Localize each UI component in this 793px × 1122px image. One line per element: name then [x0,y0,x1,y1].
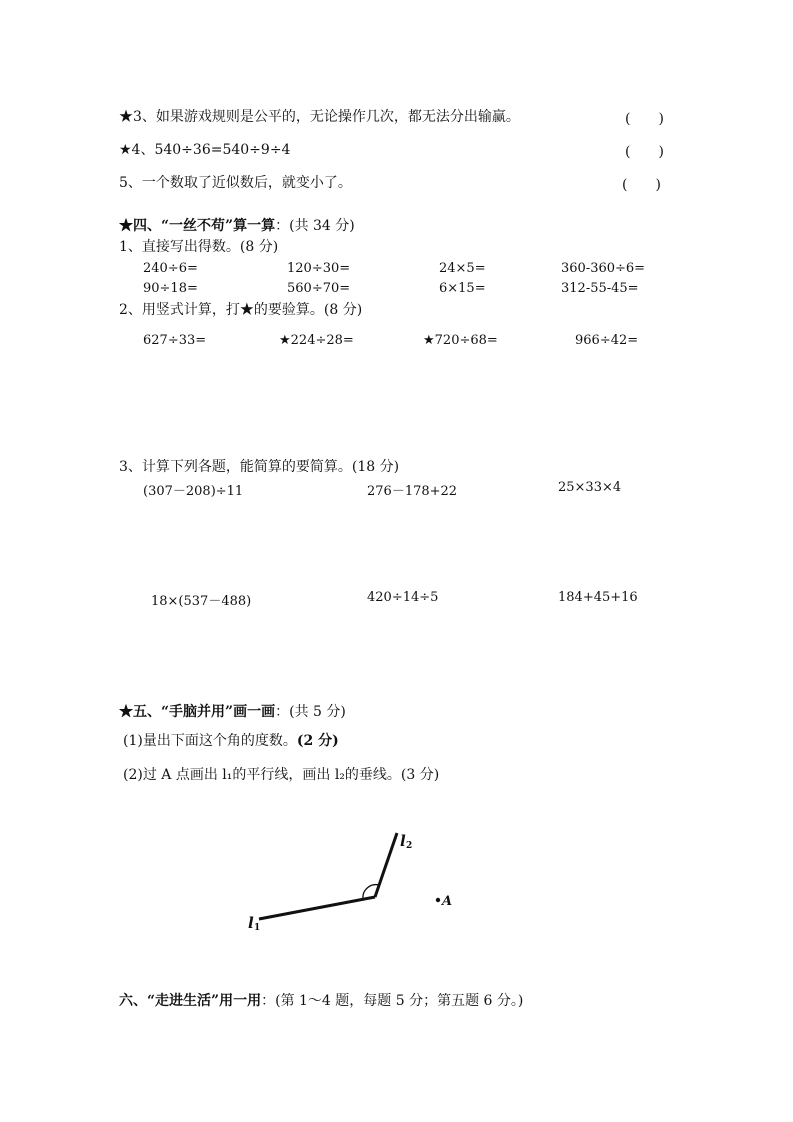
section5-heading-title: ★五、“手脑并用”画一画 [119,704,276,720]
line-l1-subscript: 1 [254,923,261,933]
q1-item: 312-55-45= [561,281,639,296]
q2-item: ★224÷28= [279,333,354,348]
line-l1-label: l [248,914,254,932]
q3-item: 25×33×4 [558,480,622,495]
line-l2-subscript: 2 [406,841,413,851]
q2-title: 2、用竖式计算，打★的要验算。(8 分) [119,302,363,318]
answer-blank-3[interactable]: ( ) [625,111,664,127]
q2-item: ★720÷68= [423,333,498,348]
judgement-item-5: 5、一个数取了近似数后，就变小了。 [119,175,352,191]
q1-item: 24×5= [439,261,486,276]
section4-heading-title: ★四、“一丝不苟”算一算 [119,218,276,234]
section5-q2: (2)过 A 点画出 l₁的平行线，画出 l₂的垂线。(3 分) [123,767,440,783]
q3-item: 184+45+16 [558,590,638,605]
line-l2 [375,833,397,897]
q3-item: 18×(537－488) [151,594,252,609]
section4-heading-points: ：(共 34 分) [275,218,355,234]
answer-blank-5[interactable]: ( ) [622,177,661,193]
judgement-item-4: ★4、540÷36=540÷9÷4 [119,142,291,158]
section6-heading-title: 六、“走进生活”用一用 [119,993,262,1009]
q3-item: (307－208)÷11 [143,484,244,499]
section5-q1-text: (1)量出下面这个角的度数。 [123,733,297,749]
section6-heading [119,992,523,1010]
point-a [436,898,440,902]
section5-q1-points: (2 分) [296,733,339,749]
judgement-item-3: ★3、如果游戏规则是公平的，无论操作几次，都无法分出输赢。 [119,109,520,125]
q2-item: 627÷33= [143,333,207,348]
q3-title: 3、计算下列各题，能简算的要简算。(18 分) [119,459,400,475]
q1-item: 240÷6= [143,261,198,276]
q3-item: 276－178+22 [367,484,458,499]
q3-item: 420÷14÷5 [367,590,439,605]
q1-item: 90÷18= [143,281,198,296]
line-l2-label: l [400,832,406,850]
q2-item: 966÷42= [575,333,639,348]
section6-heading-points: ：(第 1～4 题，每题 5 分；第五题 6 分。) [261,993,524,1009]
line-l1 [259,897,375,919]
q1-title: 1、直接写出得数。(8 分) [119,239,279,255]
answer-blank-4[interactable]: ( ) [625,144,664,160]
point-a-label: A [442,894,453,909]
section5-heading-points: ：(共 5 分) [275,704,346,720]
q1-item: 120÷30= [287,261,351,276]
q1-item: 560÷70= [287,281,351,296]
q1-item: 360-360÷6= [561,261,646,276]
q1-item: 6×15= [439,281,486,296]
